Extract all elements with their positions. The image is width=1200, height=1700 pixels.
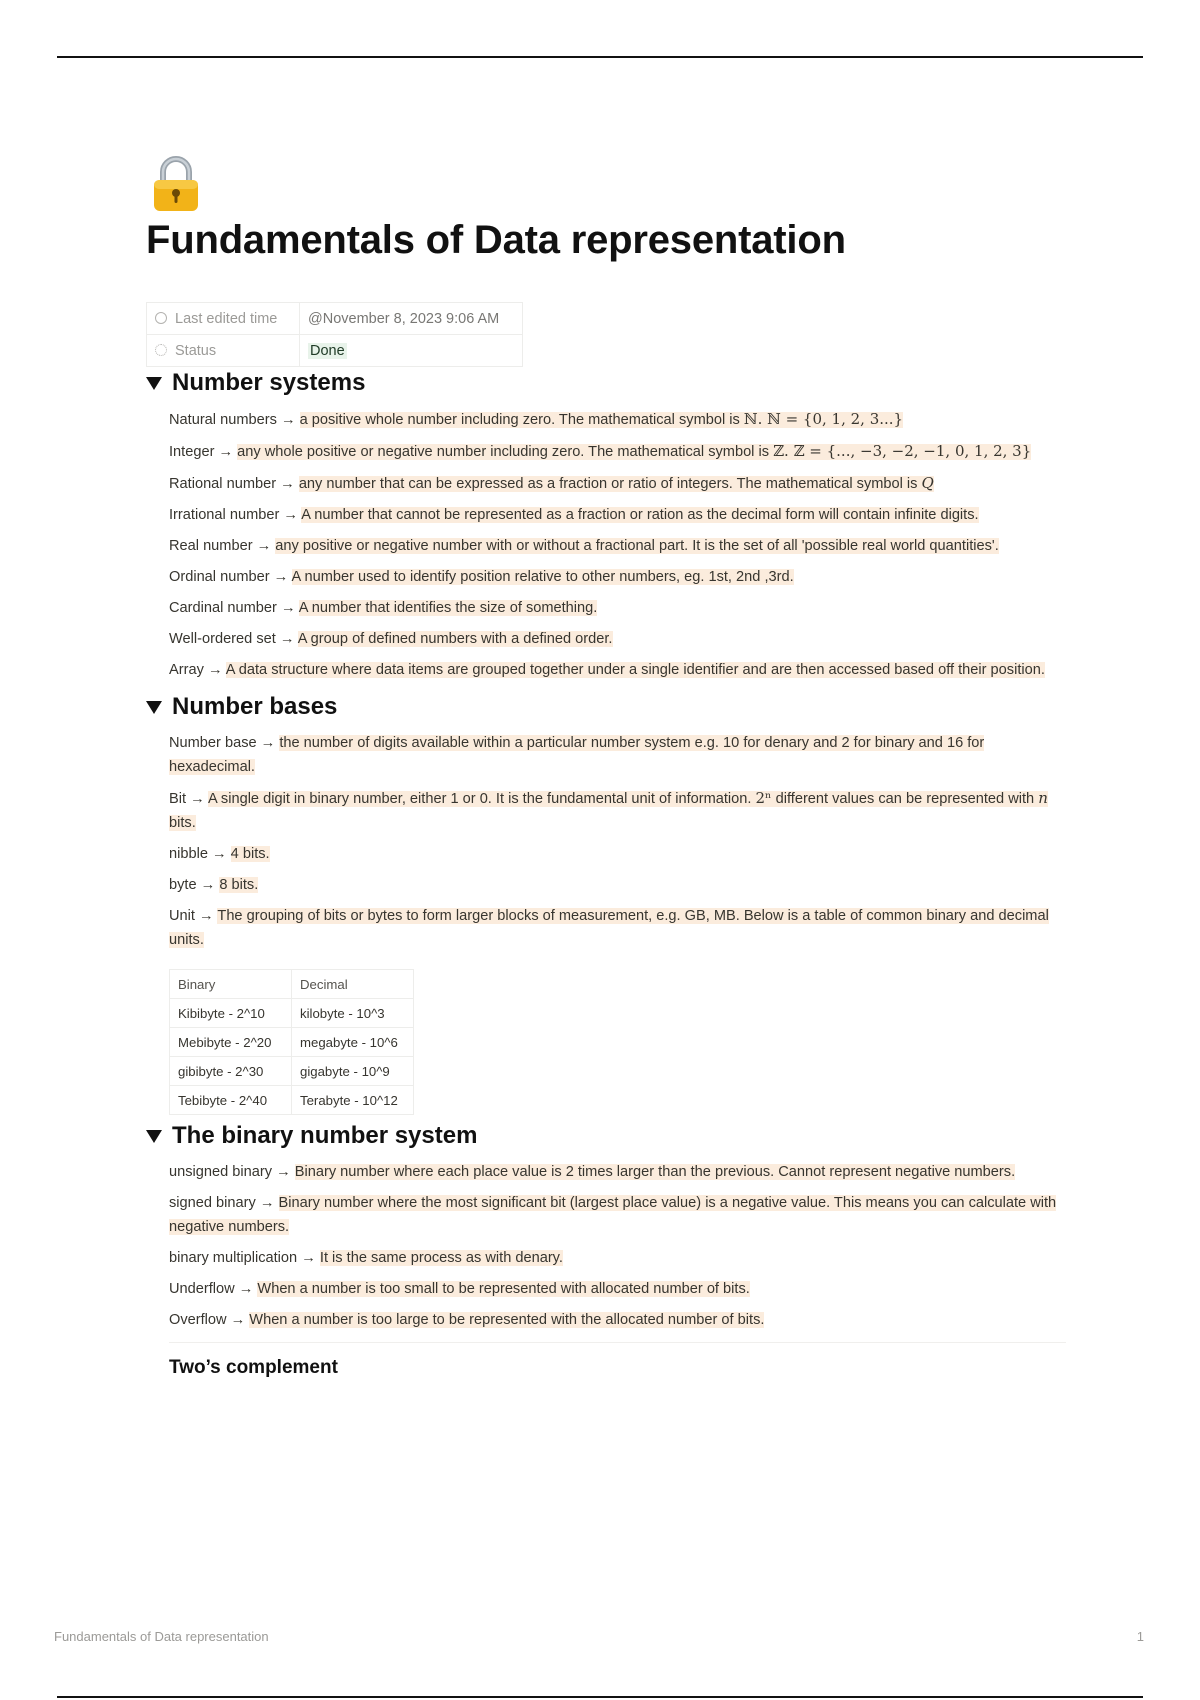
- subheading-twos-complement: Two’s complement: [169, 1357, 338, 1378]
- table-header: Decimal: [292, 970, 414, 999]
- page-title: Fundamentals of Data representation: [146, 218, 846, 262]
- table-row: [170, 1086, 414, 1115]
- math-expression: ℕ. ℕ = {0, 1, 2, 3...}: [743, 410, 904, 428]
- list-item: binary multiplication → It is the same process as with denary.: [169, 1250, 563, 1266]
- section-heading: Number bases: [172, 693, 338, 720]
- page-content: [146, 366, 1066, 1379]
- number-bases-body: [146, 731, 1066, 1115]
- list-item: Overflow → When a number is too large to be represented with the allocated number of bits.: [169, 1312, 765, 1328]
- table-header-row: [170, 970, 414, 999]
- table-row: [170, 999, 414, 1028]
- divider: [169, 1342, 1066, 1343]
- list-item: signed binary → Binary number where the most significant bit (largest place value) is a negative value. This means you can calculate with negative numbers.: [169, 1195, 1057, 1235]
- list-item: nibble → 4 bits.: [169, 846, 270, 862]
- math-expression: n: [1038, 789, 1048, 807]
- list-item: Integer → any whole positive or negative number including zero. The mathematical symbol is ℤ. ℤ = {..., −3, −2, −1, 0, 1, 2, 3}: [169, 442, 1032, 460]
- lock-icon: [150, 155, 202, 213]
- list-item: Cardinal number → A number that identifies the size of something.: [169, 600, 598, 616]
- toggle-triangle-icon[interactable]: [146, 1130, 162, 1143]
- table-cell: Kibibyte - 2^10: [170, 999, 292, 1028]
- list-item: Irrational number → A number that cannot be represented as a fraction or ration as the decimal form will contain infinite digits.: [169, 507, 979, 523]
- number-systems-body: [146, 407, 1066, 682]
- list-item: Unit → The grouping of bits or bytes to form larger blocks of measurement, e.g. GB, MB. Below is a table of common binary and decimal units.: [169, 908, 1049, 948]
- table-cell: Mebibyte - 2^20: [170, 1028, 292, 1057]
- list-item: Ordinal number → A number used to identify position relative to other numbers, eg. 1st, 2nd ,3rd.: [169, 569, 794, 585]
- math-expression: Q: [921, 474, 934, 492]
- table-cell: Terabyte - 10^12: [292, 1086, 414, 1115]
- list-item: Array → A data structure where data items are grouped together under a single identifier and are then accessed based off their position.: [169, 662, 1045, 678]
- page-number: 1: [1136, 1629, 1144, 1644]
- footer-title: Fundamentals of Data representation: [54, 1629, 269, 1644]
- table-row: [170, 1028, 414, 1057]
- table-cell: gibibyte - 2^30: [170, 1057, 292, 1086]
- property-label: Status: [175, 342, 217, 359]
- table-cell: kilobyte - 10^3: [292, 999, 414, 1028]
- table-cell: gigabyte - 10^9: [292, 1057, 414, 1086]
- table-cell: Tebibyte - 2^40: [170, 1086, 292, 1115]
- properties-table: [146, 302, 523, 367]
- bottom-rule: [57, 1696, 1143, 1698]
- math-expression: 2ⁿ: [755, 789, 772, 807]
- list-item: Underflow → When a number is too small to be represented with allocated number of bits.: [169, 1281, 750, 1297]
- table-row: [170, 1057, 414, 1086]
- units-table: [169, 969, 414, 1115]
- property-label: Last edited time: [175, 310, 278, 327]
- toggle-triangle-icon[interactable]: [146, 701, 162, 714]
- list-item: Natural numbers → a positive whole number including zero. The mathematical symbol is ℕ. ℕ = {0, 1, 2, 3...}: [169, 410, 904, 428]
- last-edited-value[interactable]: @November 8, 2023 9:06 AM: [300, 303, 523, 335]
- toggle-number-bases[interactable]: [146, 690, 1066, 724]
- table-header: Binary: [170, 970, 292, 999]
- table-cell: megabyte - 10^6: [292, 1028, 414, 1057]
- section-heading: The binary number system: [172, 1122, 478, 1149]
- clock-icon: [155, 312, 167, 324]
- section-heading: Number systems: [172, 369, 366, 396]
- toggle-binary-number-system[interactable]: [146, 1119, 1066, 1153]
- top-rule: [57, 56, 1143, 58]
- property-row-last-edited: [147, 303, 523, 335]
- property-row-status: [147, 335, 523, 367]
- binary-system-body: [146, 1160, 1066, 1379]
- list-item: Rational number → any number that can be expressed as a fraction or ratio of integers. The mathematical symbol is Q: [169, 474, 934, 492]
- status-icon: [155, 344, 167, 356]
- status-badge[interactable]: Done: [310, 342, 345, 359]
- toggle-triangle-icon[interactable]: [146, 377, 162, 390]
- list-item: Real number → any positive or negative number with or without a fractional part. It is the set of all 'possible real world quantities'.: [169, 538, 999, 554]
- list-item: Bit → A single digit in binary number, either 1 or 0. It is the fundamental unit of information. 2ⁿ different values can be represented with n bits.: [169, 789, 1048, 831]
- list-item: Well-ordered set → A group of defined numbers with a defined order.: [169, 631, 613, 647]
- list-item: byte → 8 bits.: [169, 877, 259, 893]
- math-expression: ℤ. ℤ = {..., −3, −2, −1, 0, 1, 2, 3}: [773, 442, 1032, 460]
- list-item: unsigned binary → Binary number where each place value is 2 times larger than the previous. Cannot represent negative numbers.: [169, 1164, 1016, 1180]
- toggle-number-systems[interactable]: [146, 366, 1066, 400]
- list-item: Number base → the number of digits available within a particular number system e.g. 10 for denary and 2 for binary and 16 for hexadecimal.: [169, 735, 985, 775]
